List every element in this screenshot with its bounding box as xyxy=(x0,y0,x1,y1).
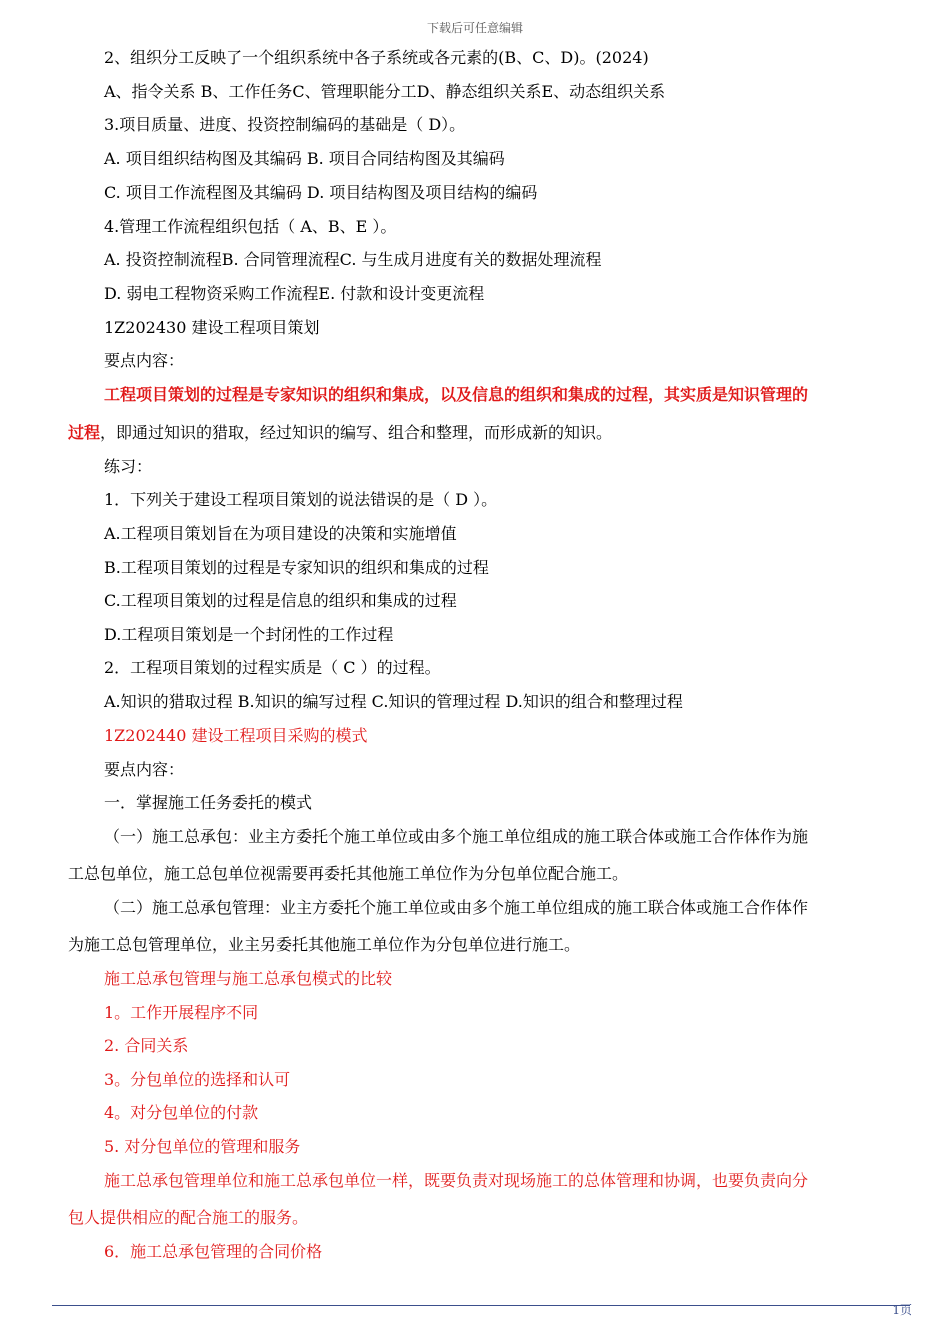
page-number: 1页 xyxy=(892,1303,912,1317)
text-line: （二）施工总承包管理：业主方委托个施工单位或由多个施工单位组成的施工联合体或施工合作体作 xyxy=(104,898,809,917)
comparison-item: 1。工作开展程序不同 xyxy=(104,1003,259,1022)
option: A.知识的猎取过程 B.知识的编写过程 C.知识的管理过程 D.知识的组合和整理过程 xyxy=(104,692,683,711)
text-line: 包人提供相应的配合施工的服务。 xyxy=(68,1208,309,1227)
text-line: 施工总承包管理单位和施工总承包单位一样，既要负责对现场施工的总体管理和协调，也要负责向分 xyxy=(104,1171,809,1190)
question: 2．工程项目策划的过程实质是（ C ）的过程。 xyxy=(104,658,441,677)
page-header: 下载后可任意编辑 xyxy=(426,21,523,35)
text-line: 一．掌握施工任务委托的模式 xyxy=(104,793,313,812)
text-line: A. 投资控制流程B. 合同管理流程C. 与生成月进度有关的数据处理流程 xyxy=(104,250,602,269)
option: B.工程项目策划的过程是专家知识的组织和集成的过程 xyxy=(104,558,489,577)
section-heading: 1Z202430 建设工程项目策划 xyxy=(104,318,320,337)
comparison-heading: 施工总承包管理与施工总承包模式的比较 xyxy=(104,969,393,988)
subheading: 练习： xyxy=(104,457,153,476)
question: 1．下列关于建设工程项目策划的说法错误的是（ D ）。 xyxy=(104,490,498,509)
text-line: D. 弱电工程物资采购工作流程E. 付款和设计变更流程 xyxy=(104,284,485,303)
key-point-text: 工程项目策划的过程是专家知识的组织和集成，以及信息的组织和集成的过程，其实质是知识管理的 xyxy=(104,385,809,404)
key-point-rest: ，即通过知识的猎取，经过知识的编写、组合和整理，而形成新的知识。 xyxy=(100,423,613,442)
subheading: 要点内容： xyxy=(104,760,185,779)
section-heading: 1Z202440 建设工程项目采购的模式 xyxy=(104,726,368,745)
option: D.工程项目策划是一个封闭性的工作过程 xyxy=(104,625,394,644)
key-point-text-continued xyxy=(68,422,612,444)
text-line: 2、组织分工反映了一个组织系统中各子系统或各元素的(B、C、D)。(2024) xyxy=(104,48,649,67)
subheading: 要点内容： xyxy=(104,351,185,370)
comparison-item: 6．施工总承包管理的合同价格 xyxy=(104,1242,323,1261)
text-line: 工总包单位，施工总包单位视需要再委托其他施工单位作为分包单位配合施工。 xyxy=(68,864,629,883)
comparison-item: 3。分包单位的选择和认可 xyxy=(104,1070,291,1089)
key-point-red: 过程 xyxy=(68,423,101,442)
text-line: A、指令关系 B、工作任务C、管理职能分工D、静态组织关系E、动态组织关系 xyxy=(104,82,666,101)
text-line: 为施工总包管理单位，业主另委托其他施工单位作为分包单位进行施工。 xyxy=(68,935,581,954)
comparison-item: 2. 合同关系 xyxy=(104,1036,189,1055)
text-line: 4.管理工作流程组织包括（ A、B、E ）。 xyxy=(104,217,397,236)
option: A.工程项目策划旨在为项目建设的决策和实施增值 xyxy=(104,524,457,543)
footer-divider xyxy=(52,1305,910,1306)
comparison-item: 4。对分包单位的付款 xyxy=(104,1103,259,1122)
text-line: C. 项目工作流程图及其编码 D. 项目结构图及项目结构的编码 xyxy=(104,183,538,202)
text-line: A. 项目组织结构图及其编码 B. 项目合同结构图及其编码 xyxy=(104,149,505,168)
text-line: 3.项目质量、进度、投资控制编码的基础是（ D）。 xyxy=(104,115,466,134)
option: C.工程项目策划的过程是信息的组织和集成的过程 xyxy=(104,591,457,610)
comparison-item: 5. 对分包单位的管理和服务 xyxy=(104,1137,301,1156)
text-line: （一）施工总承包：业主方委托个施工单位或由多个施工单位组成的施工联合体或施工合作体作为施 xyxy=(104,827,809,846)
